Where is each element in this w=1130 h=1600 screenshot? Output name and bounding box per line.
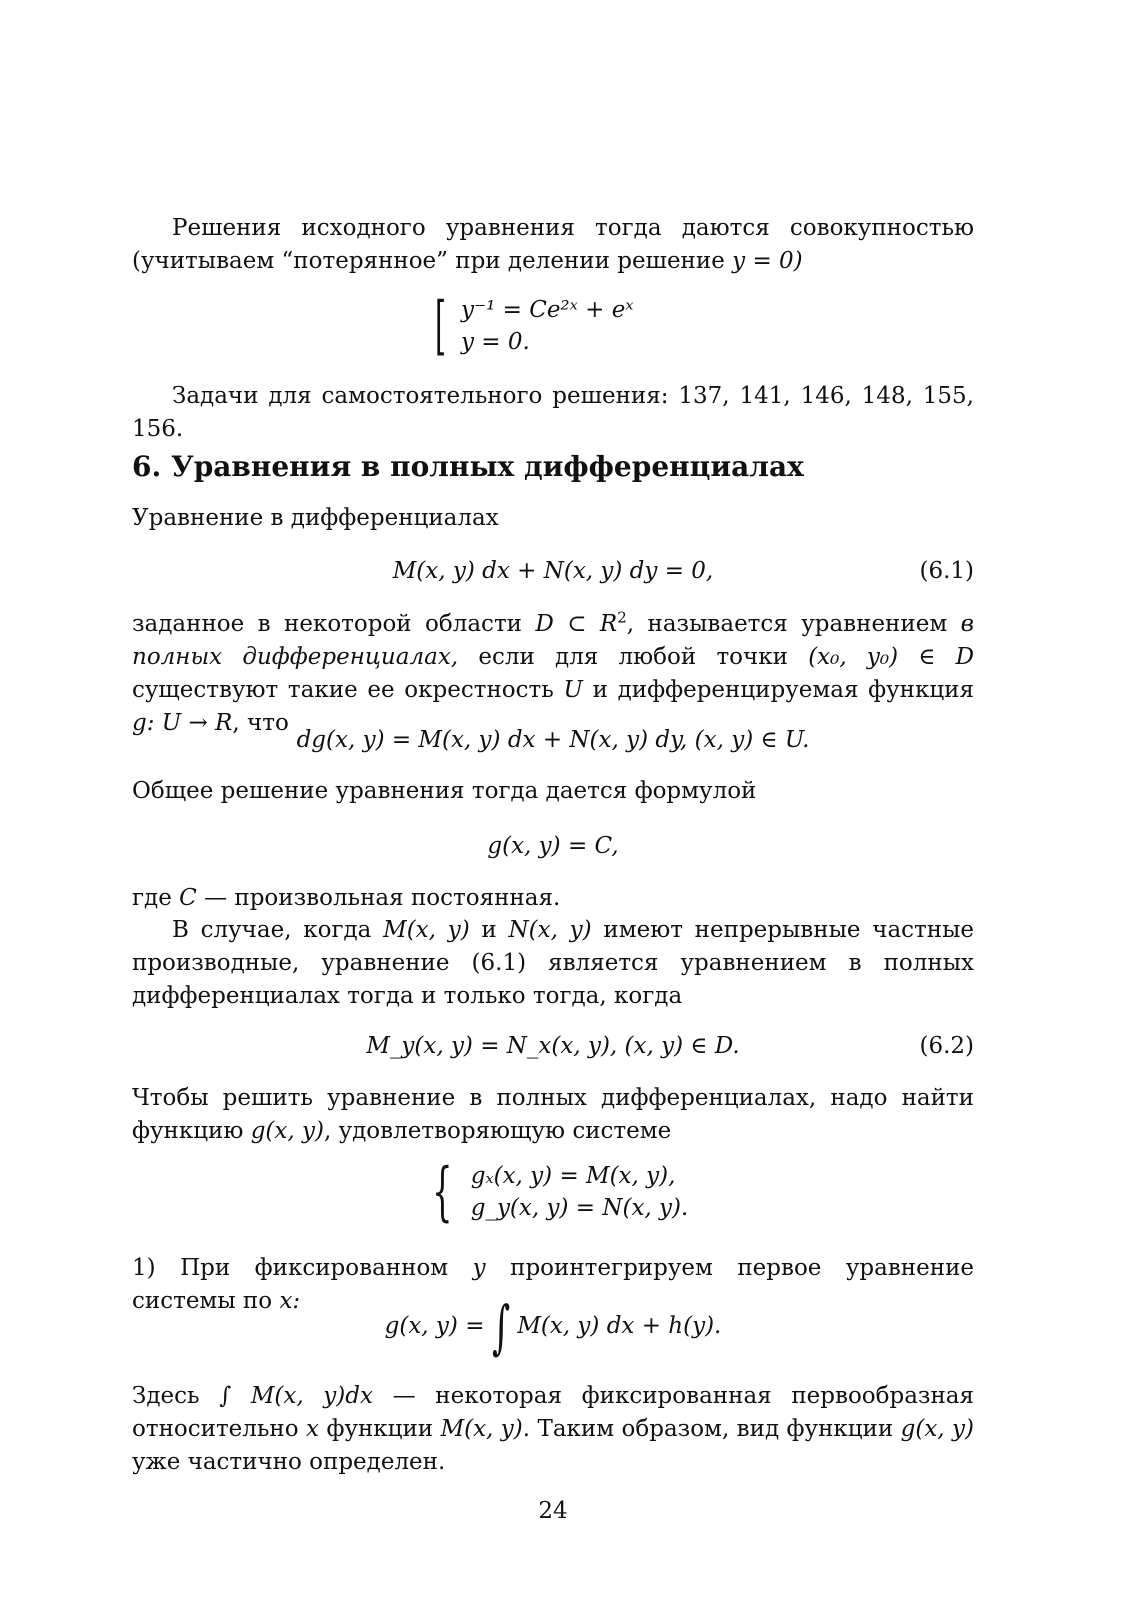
paragraph-definition: заданное в некоторой области D ⊂ $R^2$, называется уравнением в полных дифференциалах, если для любой точки (x₀, y₀) ∈ D существуют такие ее окрестность U и дифференцируемая функция g: U → R, что: [132, 608, 975, 736]
system-line-1: gₓ(x, y) = M(x, y),: [470, 1163, 676, 1189]
page-number: 24: [538, 1498, 568, 1524]
solution-set-system: [428, 289, 634, 363]
paragraph-intro: Уравнение в дифференциалах: [132, 505, 499, 531]
equation-number: (6.1): [919, 558, 974, 584]
system-line-2: y = 0.: [460, 329, 530, 355]
equation-integral: g(x, y) = ∫ M(x, y) dx + h(y).: [384, 1292, 722, 1361]
paragraph-solutions: Решения исходного уравнения тогда даются совокупностью (учитываем “потерянное” при делении решение y = 0): [132, 215, 974, 274]
paragraph-constant: где C — произвольная постоянная.: [132, 885, 561, 911]
equation-number: (6.2): [919, 1033, 974, 1059]
paragraph-general-solution: Общее решение уравнения тогда дается формулой: [132, 778, 757, 804]
system-line-2: g_y(x, y) = N(x, y).: [470, 1195, 689, 1221]
page: [132, 0, 974, 1600]
paragraph-solve: Чтобы решить уравнение в полных дифференциалах, надо найти функцию g(x, y), удовлетворяющую системе: [132, 1085, 974, 1144]
equation-g-const: g(x, y) = C,: [487, 833, 619, 859]
paragraph-criterion: В случае, когда M(x, y) и N(x, y) имеют непрерывные частные производные, уравнение (6.1) является уравнением в полных дифференциалах тогда и только тогда, когда: [132, 917, 975, 1009]
tasks-line: Задачи для самостоятельного решения: 137, 141, 146, 148, 155, 156.: [132, 383, 974, 442]
system-line-1: y⁻¹ = Ce²ˣ + eˣ: [460, 297, 634, 323]
left-brace: {: [432, 1155, 453, 1229]
left-bracket: [: [434, 289, 447, 363]
equation-dg: dg(x, y) = M(x, y) dx + N(x, y) dy, (x, y) ∈ U.: [296, 727, 810, 753]
equation-6-2: M_y(x, y) = N_x(x, y), (x, y) ∈ D. (6.2): [132, 1030, 974, 1063]
paragraph-antiderivative: Здесь ∫ M(x, y)dx — некоторая фиксированная первообразная относительно x функции M(x, y). Таким образом, вид функции g(x, y) уже частично определен.: [132, 1383, 975, 1475]
gradient-system: [422, 1155, 689, 1229]
equation-6-1: M(x, y) dx + N(x, y) dy = 0, (6.1): [132, 555, 974, 588]
integral-sign: ∫: [491, 1292, 510, 1361]
section-heading: 6. Уравнения в полных дифференциалах: [132, 450, 804, 483]
paragraph-step-1: 1) При фиксированном y проинтегрируем первое уравнение системы по x:: [132, 1255, 975, 1314]
